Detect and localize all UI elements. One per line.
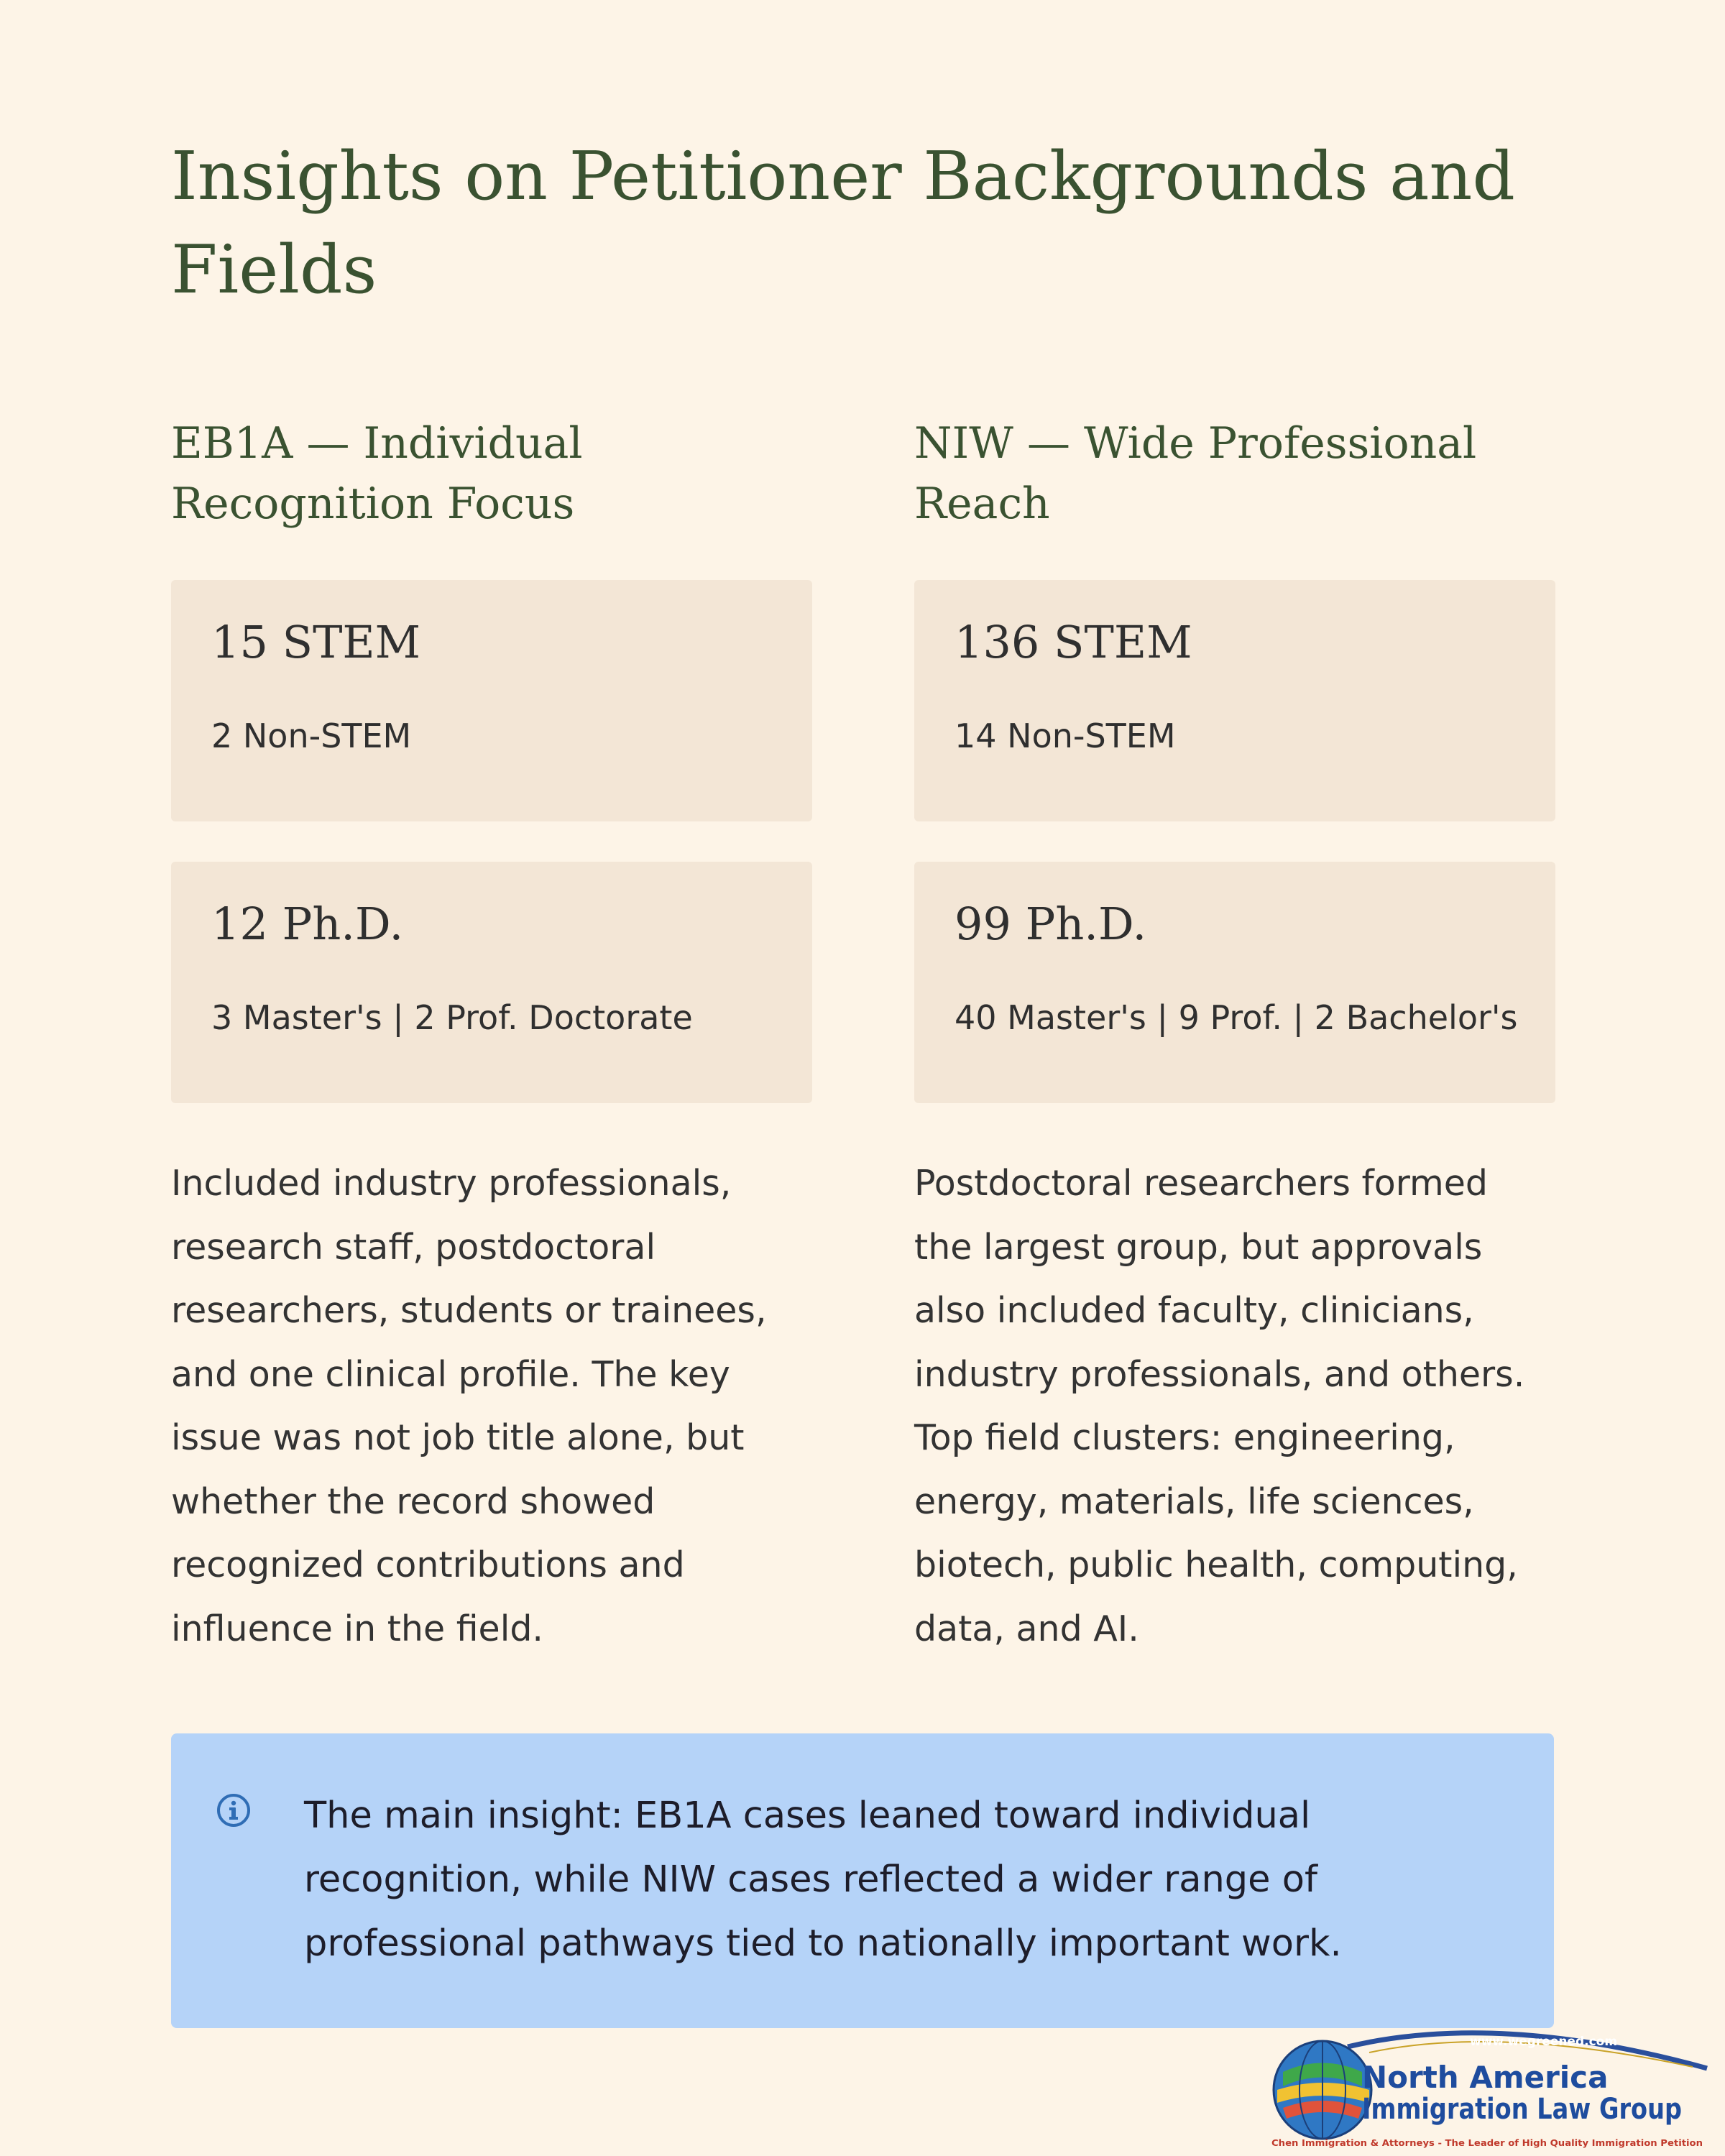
eb1a-other-degrees: 3 Master's | 2 Prof. Doctorate [211, 998, 693, 1037]
niw-phd-count: 99 Ph.D. [954, 898, 1147, 950]
insight-text: The main insight: EB1A cases leaned toward individual recognition, while NIW cases reflected a wider range of professional pathways tied to nationally important work. [304, 1795, 1342, 1965]
eb1a-column [171, 413, 812, 1661]
niw-column [914, 413, 1555, 1661]
eb1a-heading: EB1A — Individual Recognition Focus [171, 418, 583, 529]
niw-degree-card [914, 862, 1555, 1103]
niw-field-card [914, 580, 1555, 821]
eb1a-phd-count: 12 Ph.D. [211, 898, 404, 950]
niw-heading: NIW — Wide Professional Reach [914, 418, 1477, 529]
eb1a-stem-count: 15 STEM [211, 616, 421, 668]
company-logo [1261, 2018, 1714, 2156]
eb1a-non-stem-count: 2 Non-STEM [211, 717, 412, 755]
logo-tagline: Chen Immigration & Attorneys - The Leader of High Quality Immigration Petition [1271, 2138, 1703, 2148]
niw-other-degrees: 40 Master's | 9 Prof. | 2 Bachelor's [954, 998, 1518, 1037]
eb1a-field-card [171, 580, 812, 821]
eb1a-description: Included industry professionals, research staff, postdoctoral researchers, students or trainees, and one clinical profile. The key issue was not job title alone, but whether the record showed recognized contributions and influence in the field. [171, 1163, 767, 1649]
page-title: Insights on Petitioner Backgrounds and Fields [171, 137, 1515, 308]
niw-stem-count: 136 STEM [954, 616, 1192, 668]
logo-line1: North America [1362, 2060, 1609, 2095]
niw-description: Postdoctoral researchers formed the largest group, but approvals also included faculty, clinicians, industry professionals, and others. Top field clusters: engineering, energy, materials, life sciences, biotech, public health, computing, data, and AI. [914, 1163, 1525, 1649]
logo-line2: Immigration Law Group [1362, 2093, 1682, 2126]
logo-url: www.wegreened.com [1470, 2035, 1618, 2049]
info-icon [216, 1792, 252, 1828]
insight-callout [171, 1733, 1554, 2028]
niw-non-stem-count: 14 Non-STEM [954, 717, 1176, 755]
eb1a-degree-card [171, 862, 812, 1103]
